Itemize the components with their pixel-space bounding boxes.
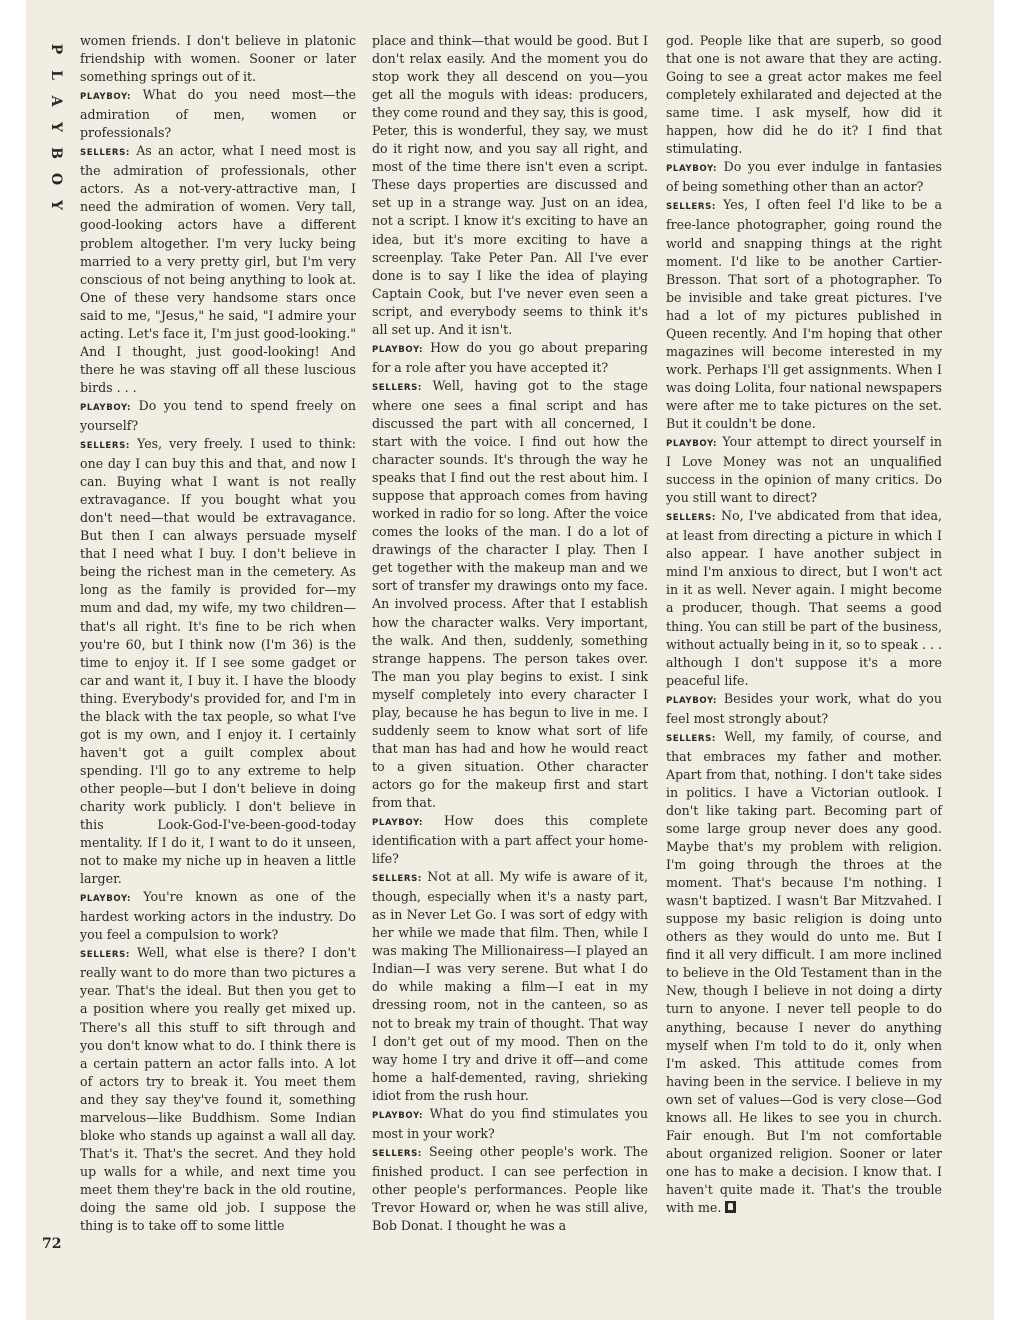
text-column-2 bbox=[372, 32, 648, 1235]
page-number: 72 bbox=[42, 1236, 62, 1252]
speaker-label: PLAYBOY: bbox=[666, 695, 718, 706]
question: PLAYBOY: Do you ever indulge in fantasies of being something other than an actor? bbox=[666, 159, 942, 195]
question: PLAYBOY: What do you need most—the admiration of men, women or professionals? bbox=[80, 87, 356, 141]
speaker-label: PLAYBOY: bbox=[372, 818, 424, 829]
question: PLAYBOY: Your attempt to direct yourself in I Love Money was not an unqualified success in the opinion of many critics. Do you still want to direct? bbox=[666, 434, 942, 506]
speaker-label: SELLERS: bbox=[80, 148, 130, 159]
paragraph: place and think—that would be good. But I don't relax easily. And the moment you do stop work they all descend on you—you get all the moguls with ideas: producers, they come round and they say, this is good, Peter, this is wonderful, they say, we must do it right now, and you say all right, and most of the time there isn't even a script. These days properties are discussed and set up in a strange way. Just on an idea, not a script. I know it's exciting to have an idea, but it's more exciting to have a screenplay. Take Peter Pan. All I've ever done is to say I like the idea of playing Captain Cook, but I've never even seen a script, and everybody seems to think it's all set up. And it isn't. bbox=[372, 33, 648, 337]
speaker-label: PLAYBOY: bbox=[80, 402, 132, 413]
speaker-label: SELLERS: bbox=[666, 202, 716, 213]
paragraph: god. People like that are superb, so good that one is not aware that they are acting. Going to see a great actor makes me feel completely exhilarated and dejected at the same time. I ask myself, how did it happen, how did he do it? I find that stimulating. bbox=[666, 33, 942, 157]
answer: SELLERS: Not at all. My wife is aware of it, though, especially when it's a nasty part, as in Never Let Go. I was sort of edgy with her while we made that film. Then, while I was making The Millionairess—I played an Indian—I was very serene. But what I do do while making a film—I eat in my dressing room, not in the canteen, so as not to break my train of thought. That way I don't get out of my mood. Then on the way home I try and drive it off—and come home a half-demented, raving, shrieking idiot from the rush hour. bbox=[372, 869, 648, 1103]
spine-title: P L A Y B O Y bbox=[48, 43, 64, 210]
question: PLAYBOY: What do you find stimulates you most in your work? bbox=[372, 1105, 648, 1141]
speaker-label: SELLERS: bbox=[372, 382, 422, 393]
question: PLAYBOY: Do you tend to spend freely on yourself? bbox=[80, 397, 356, 433]
answer: SELLERS: Yes, I often feel I'd like to be a free-lance photographer, going round the world and snapping things at the right moment. I'd like to be another Cartier-Bresson. That sort of a photographer. To be invisible and take great pictures. I've had a lot of my pictures published in Queen recently. And I'm hoping that other magazines will become interested in my work. Perhaps I'll get assignments. When I was doing Lolita, four national newspapers were after me to take pictures on the set. But it couldn't be done. bbox=[666, 197, 942, 431]
paragraph: women friends. I don't believe in platonic friendship with women. Sooner or later something springs out of it. bbox=[80, 33, 356, 85]
question: PLAYBOY: Besides your work, what do you feel most strongly about? bbox=[666, 690, 942, 726]
speaker-label: SELLERS: bbox=[372, 1148, 422, 1159]
speaker-label: PLAYBOY: bbox=[372, 1110, 424, 1121]
speaker-label: PLAYBOY: bbox=[372, 344, 424, 355]
speaker-label: SELLERS: bbox=[80, 441, 130, 452]
answer: SELLERS: Well, what else is there? I don't really want to do more than two pictures a year. That's the ideal. But then you get to a position where you really get mixed up. There's all this stuff to sift through and you don't know what to do. I think there is a certain pattern an actor falls into. A lot of actors try to break it. You meet them and they say they've found it, something marvelous—like Buddhism. Some Indian bloke who stands up against a wall all day. That's it. That's the secret. And they hold up walls for a while, and next time you meet them they're back in the old routine, doing the same old job. I suppose the thing is to take off to some little bbox=[80, 945, 356, 1234]
question: PLAYBOY: How do you go about preparing for a role after you have accepted it? bbox=[372, 339, 648, 375]
speaker-label: PLAYBOY: bbox=[80, 92, 132, 103]
answer: SELLERS: Well, my family, of course, and that embraces my father and mother. Apart from that, nothing. I don't take sides in politics. I have a Victorian outlook. I don't like taking part. Becoming part of some large group never does any good. Maybe that's my problem with religion. I'm going through the throes at the moment. That's because I'm nothing. I wasn't baptized. I wasn't Bar Mitzvahed. I suppose my basic religion is doing unto others as they would do unto me. But I find it all very difficult. I am more inclined to believe in the Old Testament than in the New, though I believe in not doing a dirty turn to anyone. I never tell people to do anything, because I never do anything myself when I'm told to do it, only when I'm asked. This attitude comes from having been in the service. I believe in my own set of values—God is very close—God knows all. He likes to see you in church. Fair enough. But I'm not comfortable about organized religion. Sooner or later one has to make a decision. I know that. I haven't quite made it. That's the trouble with me. bbox=[666, 728, 942, 1215]
text-column-3 bbox=[666, 32, 942, 1217]
question: PLAYBOY: How does this complete identification with a part affect your home-life? bbox=[372, 813, 648, 867]
question: PLAYBOY: You're known as one of the hardest working actors in the industry. Do you feel a compulsion to work? bbox=[80, 889, 356, 943]
magazine-page bbox=[26, 0, 994, 1320]
speaker-label: PLAYBOY: bbox=[666, 439, 718, 450]
text-column-1 bbox=[80, 32, 356, 1235]
speaker-label: PLAYBOY: bbox=[80, 894, 132, 905]
answer: SELLERS: Well, having got to the stage where one sees a final script and has discussed the part with all concerned, I start with the voice. I find out how the character sounds. It's through the way he speaks that I find out the rest about him. I suppose that approach comes from having worked in radio for so long. After the voice comes the looks of the man. I do a lot of drawings of the character I play. Then I get together with the makeup man and we sort of transfer my drawings onto my face. An involved process. After that I establish how the character walks. Very important, the walk. And then, suddenly, something strange happens. The person takes over. The man you play begins to exist. I sink myself completely into every character I play, because he has begun to live in me. I suddenly seem to know what sort of life that man has had and how he would react to a given situation. Other character actors go for the makeup first and start from that. bbox=[372, 377, 648, 810]
answer: SELLERS: As an actor, what I need most is the admiration of professionals, other actors. As a not-very-attractive man, I need the admiration of women. Very tall, good-looking actors have a different problem altogether. I'm very lucky being married to a very pretty girl, but I'm very conscious of not being anything to look at. One of these very handsome stars once said to me, "Jesus," he said, "I admire your acting. Let's face it, I'm just good-looking." And I thought, just good-looking! And there he was staving off all these luscious birds . . . bbox=[80, 143, 356, 395]
answer: SELLERS: Yes, very freely. I used to think: one day I can buy this and that, and now I can. Buying what I want is not really extravagance. If you bought what you don't need—that would be extravagance. But then I can always persuade myself that I need what I buy. I don't believe in being the richest man in the cemetery. As long as the family is provided for—my mum and dad, my wife, my two children—that's all right. It's fine to be rich when you're 60, but I think now (I'm 36) is the time to enjoy it. If I see some gadget or car and want it, I buy it. I have the bloody thing. Everybody's provided for, and I'm in the black with the tax people, so what I've got is my own, and I enjoy it. I certainly haven't got a guilt complex about spending. I'll go to any extreme to help other people—but I don't believe in doing charity work publicly. I don't believe in this Look-God-I've-been-good-today mentality. If I do it, I want to do it unseen, not to make my niche up in heaven a little larger. bbox=[80, 436, 356, 887]
speaker-label: SELLERS: bbox=[666, 513, 716, 524]
speaker-label: PLAYBOY: bbox=[666, 164, 718, 175]
speaker-label: SELLERS: bbox=[666, 733, 716, 744]
speaker-label: SELLERS: bbox=[372, 874, 422, 885]
rabbit-endmark-icon bbox=[725, 1201, 736, 1213]
speaker-label: SELLERS: bbox=[80, 950, 130, 961]
answer: SELLERS: No, I've abdicated from that idea, at least from directing a picture in which I also appear. I have another subject in mind I'm anxious to direct, but I won't act in it as well. Never again. I might become a producer, though. That seems a good thing. You can still be part of the business, without actually being in it, so to speak . . . although I don't suppose it's a more peaceful life. bbox=[666, 508, 942, 688]
answer: SELLERS: Seeing other people's work. The finished product. I can see perfection in other people's performances. People like Trevor Howard or, when he was still alive, Bob Donat. I thought he was a bbox=[372, 1143, 648, 1234]
